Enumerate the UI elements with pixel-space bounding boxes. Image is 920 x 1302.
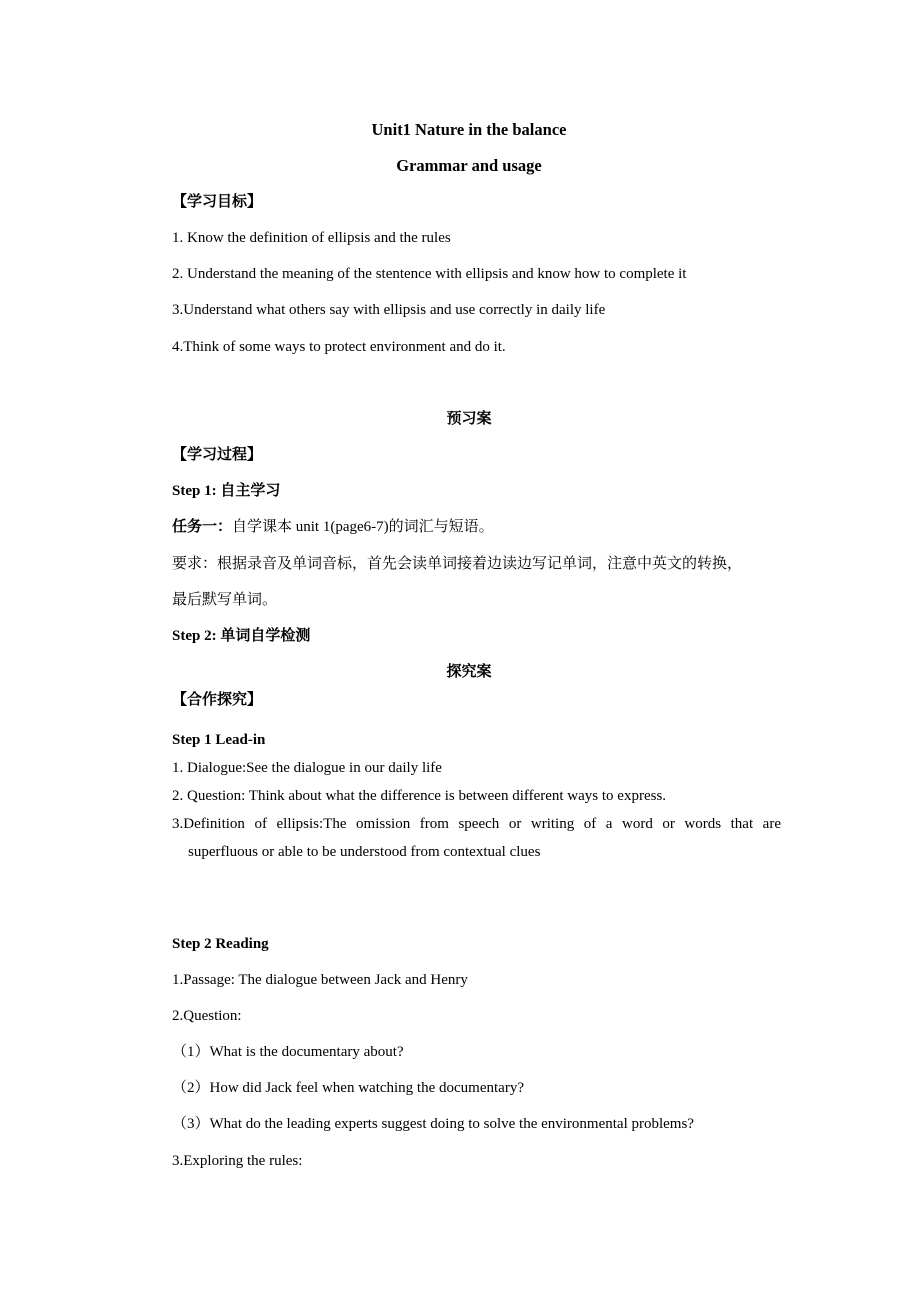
question-label: 2.Question: (172, 1008, 242, 1024)
step1-leadin-title: Step 1 Lead-in (172, 732, 266, 748)
requirement-line: 最后默写单词。 (172, 592, 278, 608)
definition-line: 3.Definition of ellipsis:The omission from speech or writing of a word or words that are (172, 816, 781, 832)
step2-vocab-check: Step 2: 单词自学检测 (172, 628, 311, 644)
objective-item: 2. Understand the meaning of the stentence with ellipsis and know how to complete it (172, 266, 687, 282)
rules-line: 3.Exploring the rules: (172, 1153, 303, 1169)
objective-item: 1. Know the definition of ellipsis and the rules (172, 230, 451, 246)
requirement-line: 要求：根据录音及单词音标，首先会读单词接着边读边写记单词，注意中英文的转换， (172, 556, 743, 572)
task-one (172, 517, 494, 537)
leadin-item: 2. Question: Think about what the difference is between different ways to express. (172, 788, 667, 804)
question-item: （2）How did Jack feel when watching the documentary? (172, 1080, 524, 1096)
page-subtitle: Grammar and usage (396, 156, 542, 175)
step2-reading-title: Step 2 Reading (172, 936, 269, 952)
page-title: Unit1 Nature in the balance (371, 120, 567, 139)
step1-self-study: Step 1: 自主学习 (172, 483, 281, 499)
objective-item: 3.Understand what others say with ellipsis and use correctly in daily life (172, 302, 606, 318)
task-label: 任务一： (172, 519, 233, 535)
cooperation-heading: 【合作探究】 (172, 692, 263, 708)
preview-heading: 预习案 (446, 411, 492, 427)
definition-line: superfluous or able to be understood from contextual clues (188, 844, 541, 860)
objective-item: 4.Think of some ways to protect environment and do it. (172, 339, 506, 355)
task-text: 自学课本 unit 1(page6-7)的词汇与短语。 (232, 519, 494, 535)
objectives-heading: 【学习目标】 (172, 194, 263, 210)
explore-heading: 探究案 (446, 664, 492, 680)
passage-line: 1.Passage: The dialogue between Jack and Henry (172, 972, 468, 988)
question-item: （3）What do the leading experts suggest doing to solve the environmental problems? (172, 1116, 694, 1132)
leadin-item: 1. Dialogue:See the dialogue in our daily life (172, 760, 442, 776)
process-heading: 【学习过程】 (172, 447, 263, 463)
question-item: （1）What is the documentary about? (172, 1044, 404, 1060)
